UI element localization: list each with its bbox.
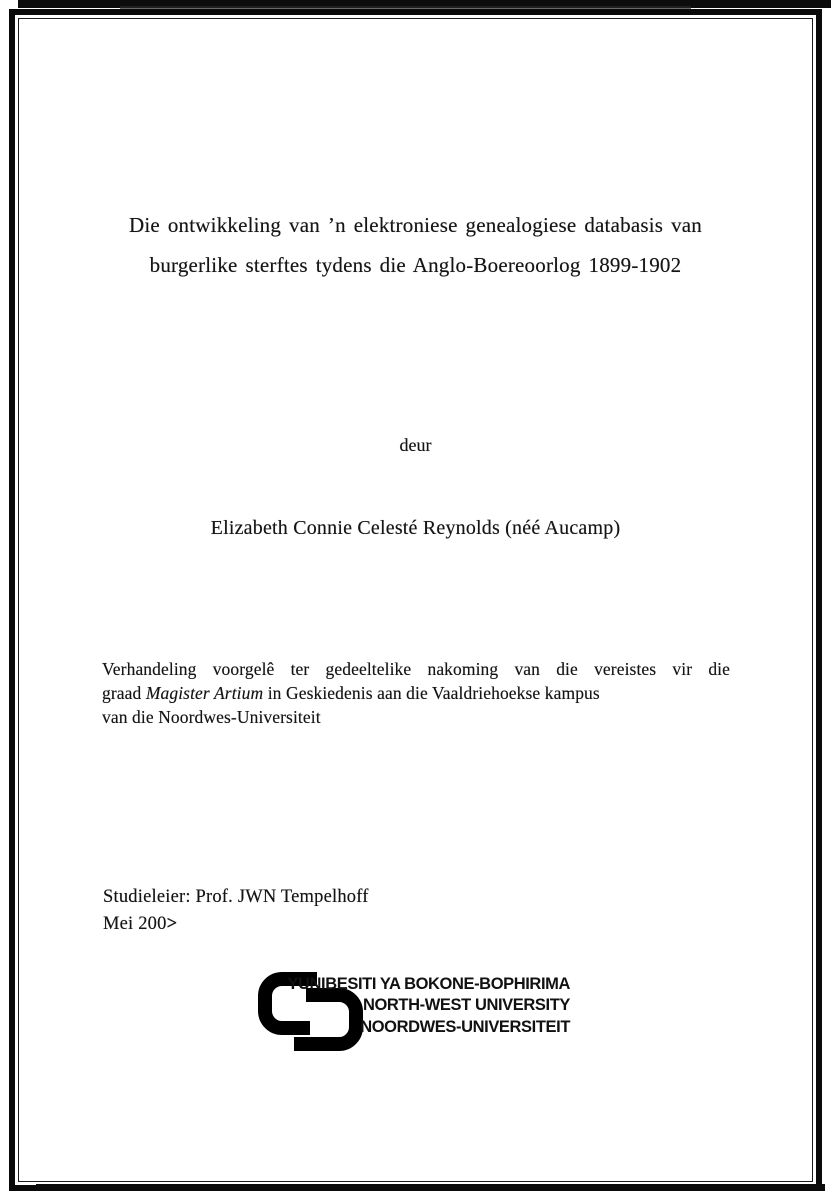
date-line [103,911,369,938]
degree-name-italic: Magister Artium [145,683,264,703]
submission-line-1: Verhandeling voorgelê ter gedeeltelike nakoming van die vereistes vir die [102,659,730,679]
submission-statement [102,657,730,729]
submission-line-2-prefix: graad [102,683,146,703]
university-name-block [287,974,570,1038]
university-name-setswana: YUNIBESITI YA BOKONE-BOPHIRIMA [287,975,570,993]
thesis-title-line-2: burgerlike sterftes tydens die Anglo-Boereoorlog 1899-1902 [149,253,682,277]
scan-edge-artifact-bottom [36,1184,825,1191]
byline-label: deur [399,435,432,455]
thesis-title [40,205,791,285]
thesis-title-line-1: Die ontwikkeling van ’n elektroniese genealogiese databasis van [128,213,702,237]
author-name: Elizabeth Connie Celesté Reynolds (néé Aucamp) [210,517,621,539]
date-seven-glyph: > [166,914,178,934]
date-prefix: Mei 200 [103,914,167,934]
supervisor-line: Studieleier: Prof. JWN Tempelhoff [103,887,369,907]
university-name-english: NORTH-WEST UNIVERSITY [362,996,570,1015]
supervisor-block [103,884,369,938]
university-name-afrikaans: NOORDWES-UNIVERSITEIT [360,1017,570,1036]
submission-line-3: van die Noordwes-Universiteit [102,707,321,727]
submission-line-2-suffix: in Geskiedenis aan die Vaaldriehoekse kampus [263,683,600,703]
submission-line-2 [102,681,730,705]
